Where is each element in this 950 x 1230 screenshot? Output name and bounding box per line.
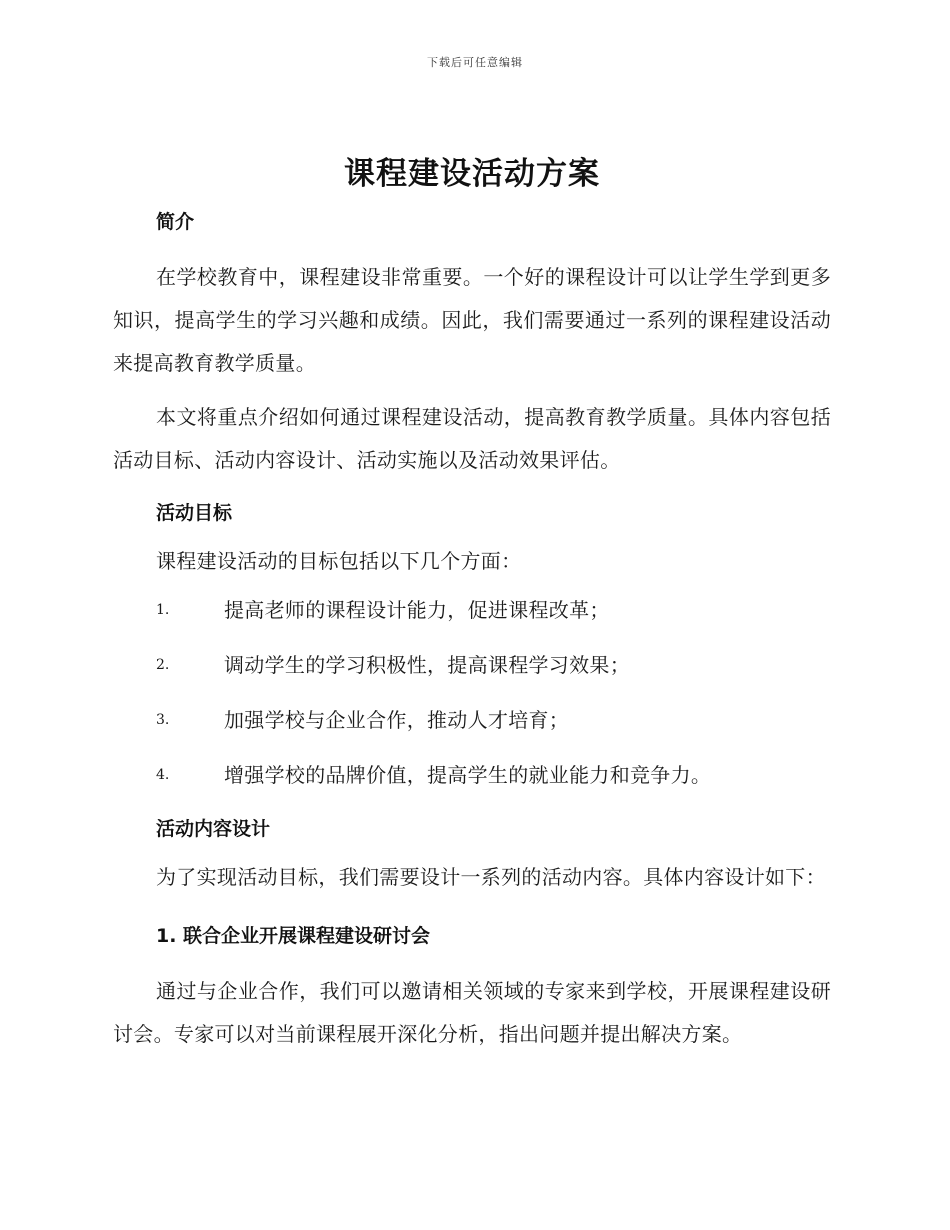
list-item-number: 1. xyxy=(156,602,170,618)
list-item xyxy=(113,650,831,705)
list-item xyxy=(113,595,831,650)
list-item-number: 4. xyxy=(156,767,170,783)
section-heading-intro: 简介 xyxy=(156,211,195,233)
intro-paragraph-1: 在学校教育中，课程建设非常重要。一个好的课程设计可以让学生学到更多知识，提高学生的学习兴趣和成绩。因此，我们需要通过一系列的课程建设活动来提高教育教学质量。 xyxy=(113,265,831,375)
seminar-paragraph: 通过与企业合作，我们可以邀请相关领域的专家来到学校，开展课程建设研讨会。专家可以对当前课程展开深化分析，指出问题并提出解决方案。 xyxy=(113,979,831,1046)
list-item-number: 2. xyxy=(156,657,170,673)
goals-list xyxy=(113,595,831,815)
list-item-text: 增强学校的品牌价值，提高学生的就业能力和竞争力。 xyxy=(224,763,712,787)
goals-lead-paragraph: 课程建设活动的目标包括以下几个方面： xyxy=(156,549,522,573)
list-item-text: 加强学校与企业合作，推动人才培育； xyxy=(224,708,570,732)
section-heading-design: 活动内容设计 xyxy=(156,818,271,840)
list-item-number: 3. xyxy=(156,712,170,728)
header-note: 下载后可任意编辑 xyxy=(427,56,523,69)
list-item-text: 提高老师的课程设计能力，促进课程改革； xyxy=(224,598,610,622)
intro-paragraph-2: 本文将重点介绍如何通过课程建设活动，提高教育教学质量。具体内容包括活动目标、活动内容设计、活动实施以及活动效果评估。 xyxy=(113,405,831,472)
list-item-text: 调动学生的学习积极性，提高课程学习效果； xyxy=(224,653,630,677)
list-item xyxy=(113,760,831,815)
list-item xyxy=(113,705,831,760)
document-body xyxy=(113,148,831,1056)
section-heading-goals: 活动目标 xyxy=(156,502,233,524)
document-title: 课程建设活动方案 xyxy=(344,156,600,192)
design-lead-paragraph: 为了实现活动目标，我们需要设计一系列的活动内容。具体内容设计如下： xyxy=(156,865,826,889)
subsection-heading-seminar: 1. 联合企业开展课程建设研讨会 xyxy=(156,925,431,947)
